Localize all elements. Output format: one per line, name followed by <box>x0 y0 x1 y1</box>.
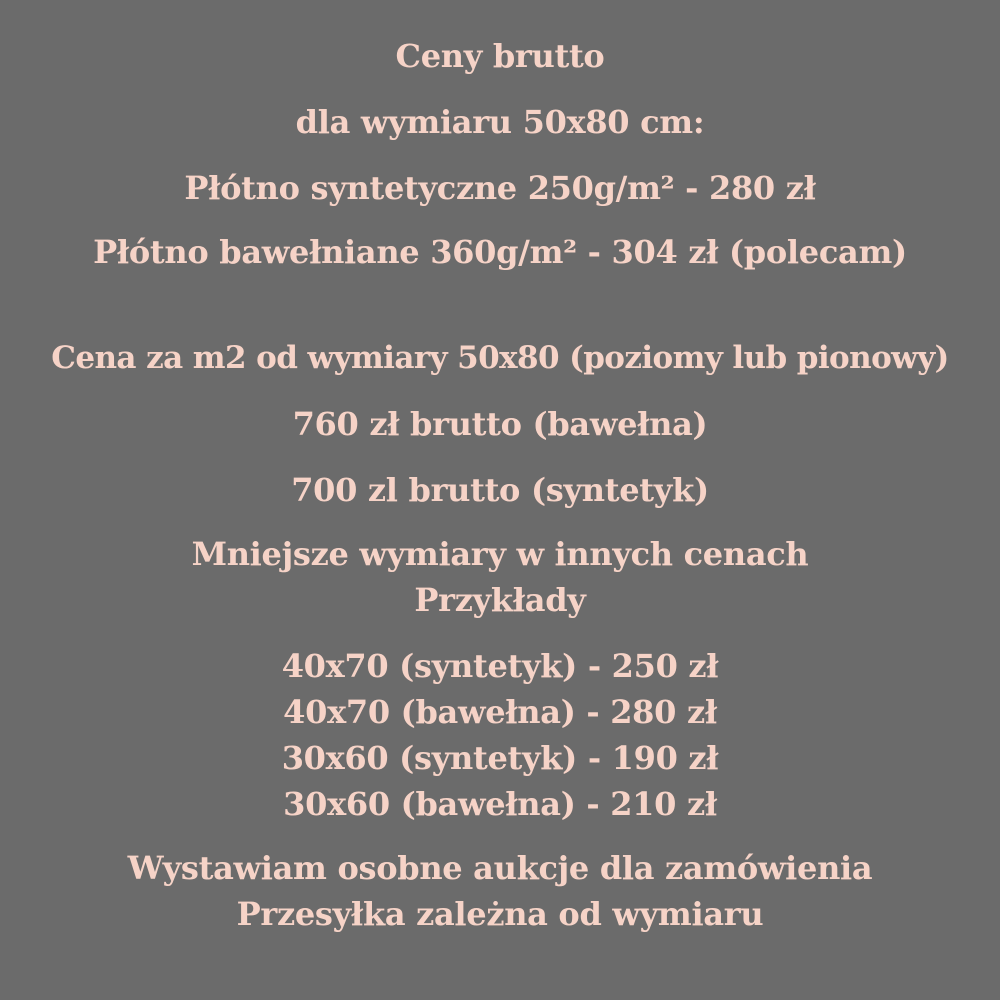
example-price: 40x70 (bawełna) - 280 zł <box>283 693 717 731</box>
price-synthetic-canvas: Płótno syntetyczne 250g/m² - 280 zł <box>184 169 816 207</box>
per-m2-cotton-price: 760 zł brutto (bawełna) <box>292 405 708 443</box>
example-price: 30x60 (bawełna) - 210 zł <box>283 785 717 823</box>
per-m2-synthetic-price: 700 zl brutto (syntetyk) <box>291 471 709 509</box>
header-dimension: dla wymiaru 50x80 cm: <box>295 103 705 141</box>
example-price: 40x70 (syntetyk) - 250 zł <box>281 647 719 685</box>
footer-shipping-note: Przesyłka zależna od wymiaru <box>236 895 764 933</box>
header-title: Ceny brutto <box>395 37 605 75</box>
example-price: 30x60 (syntetyk) - 190 zł <box>281 739 719 777</box>
smaller-sizes-heading: Mniejsze wymiary w innych cenach <box>191 535 809 573</box>
price-cotton-canvas: Płótno bawełniane 360g/m² - 304 zł (polecam) <box>93 233 907 271</box>
examples-label: Przykłady <box>414 581 586 619</box>
per-m2-heading: Cena za m2 od wymiary 50x80 (poziomy lub pionowy) <box>51 340 949 376</box>
footer-auction-note: Wystawiam osobne aukcje dla zamówienia <box>127 849 873 887</box>
